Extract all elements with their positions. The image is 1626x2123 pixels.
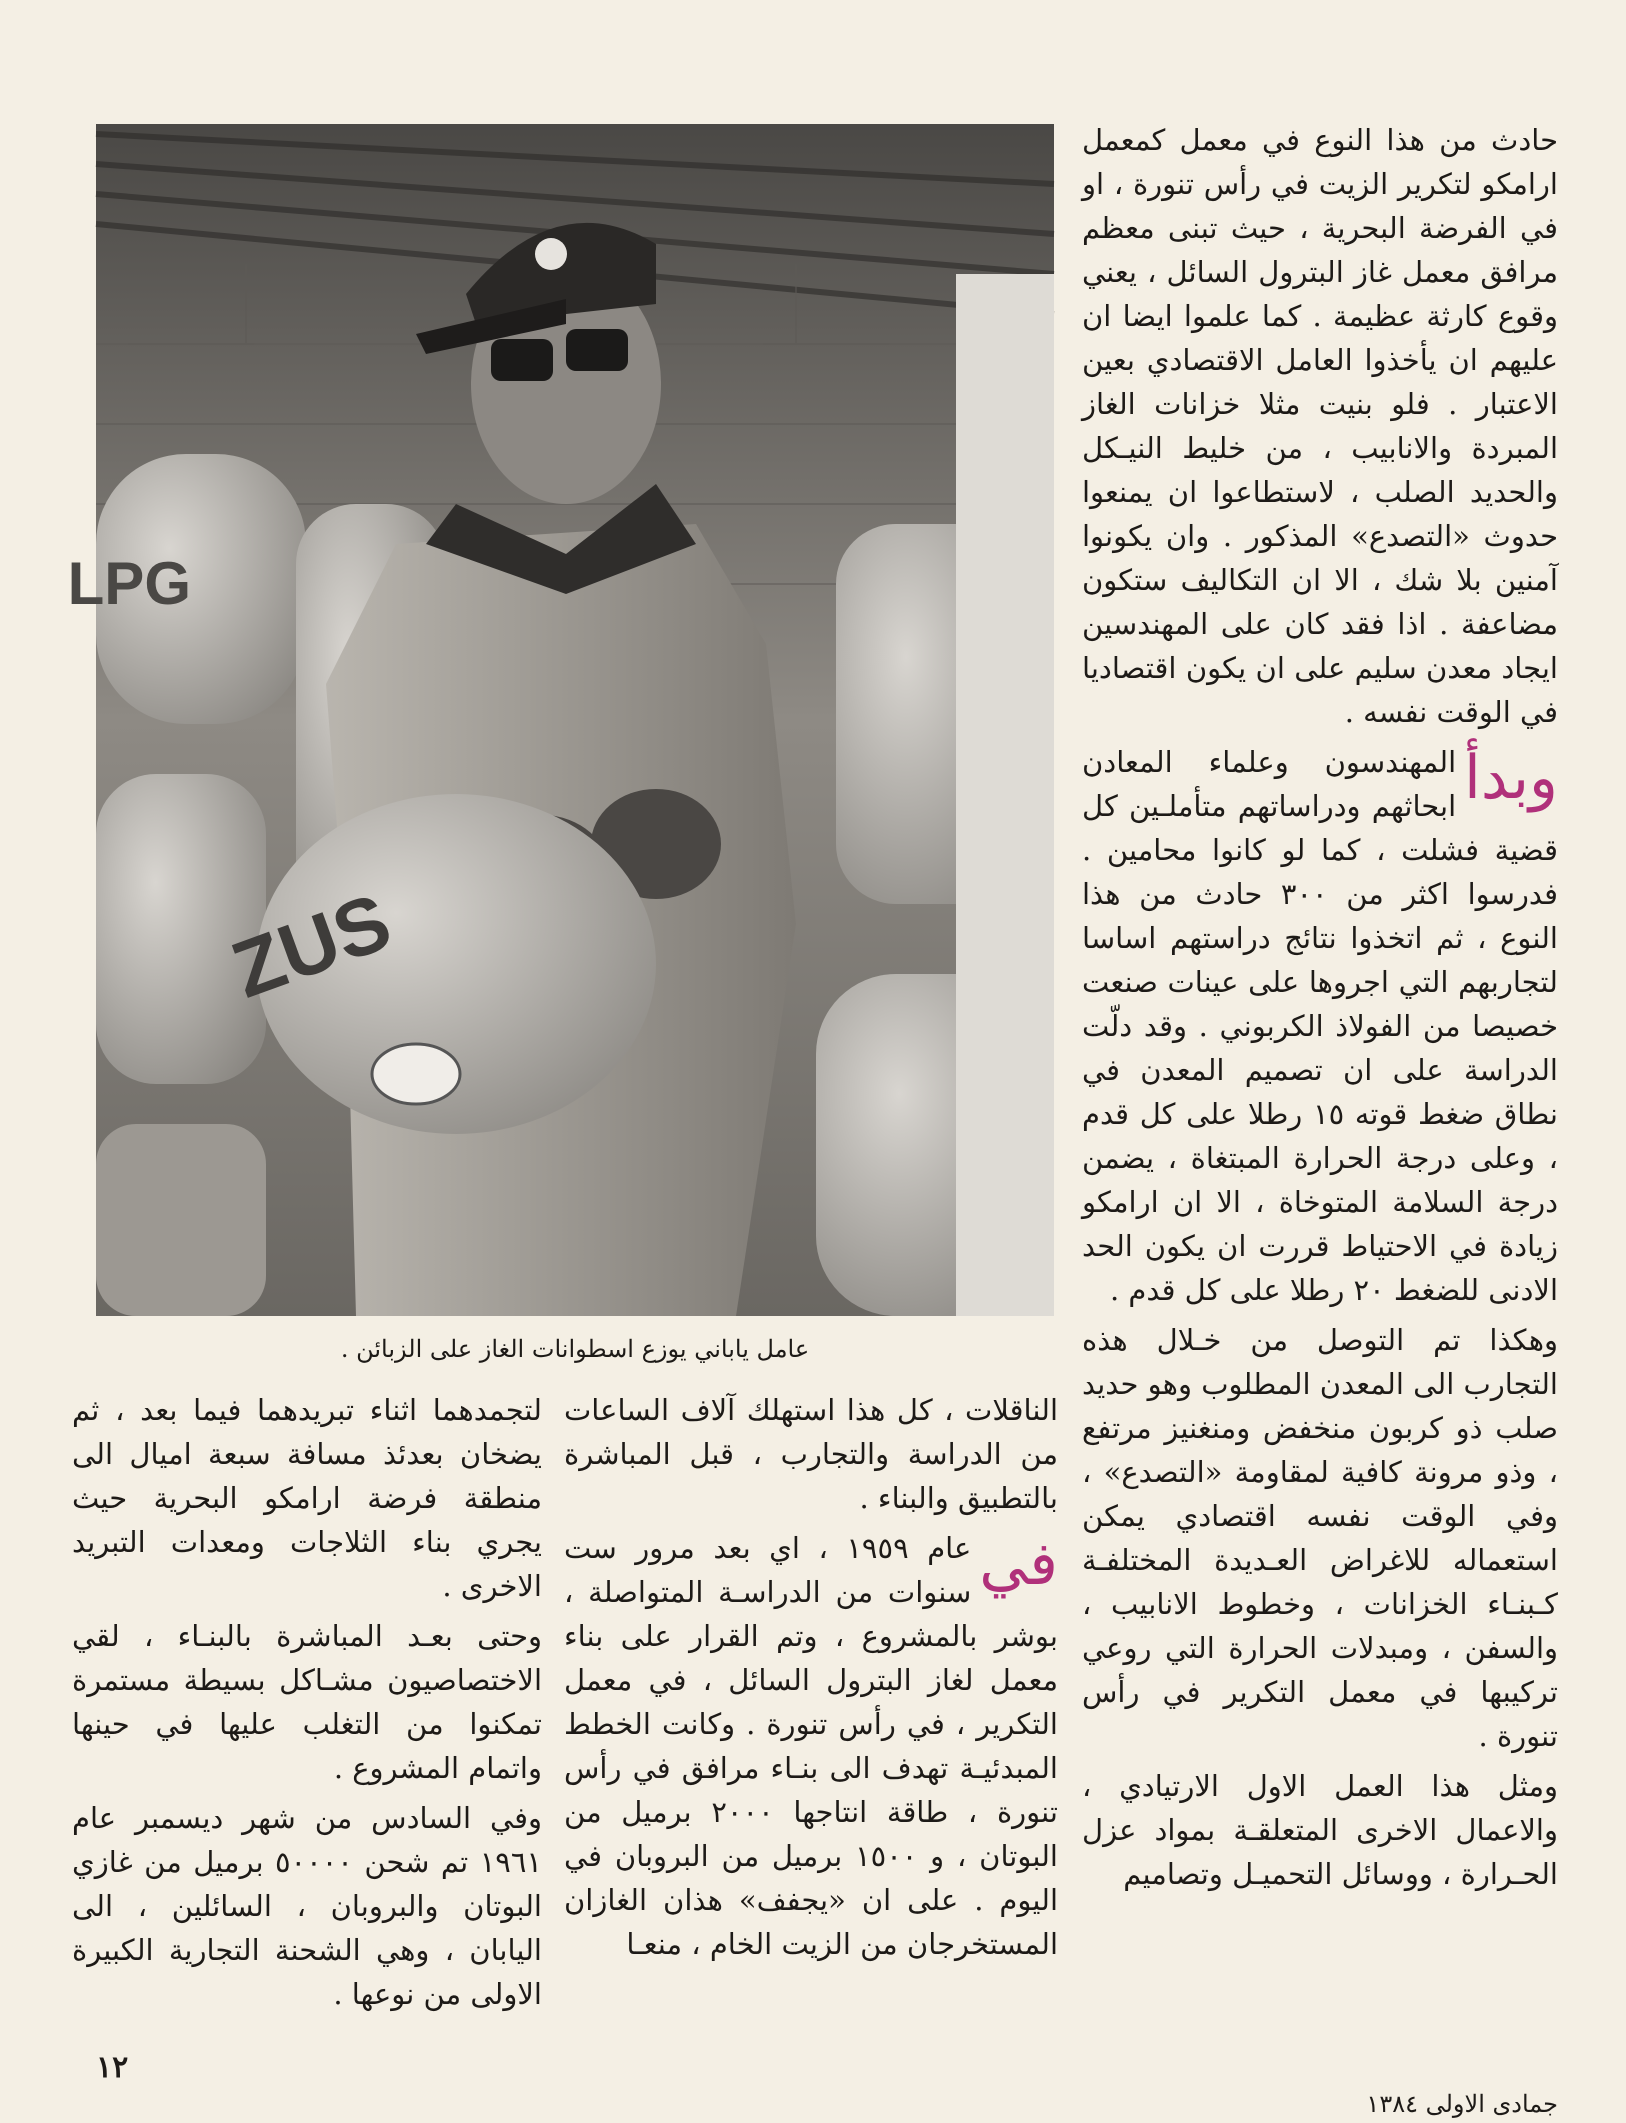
cylinder-label: ZUS [221, 876, 402, 1015]
article-column-middle [564, 1388, 1058, 1972]
page-number: ١٢ [96, 2050, 129, 2085]
article-column-left [72, 1388, 542, 2022]
article-column-right [1082, 118, 1558, 1902]
lpg-label: LPG [67, 550, 191, 617]
paragraph: وحتى بعـد المباشرة بالبنـاء ، لقي الاختصاصيون مشـاكل بسيطة مستمرة تمكنوا من التغلب عليها في حينها واتمام المشروع . [72, 1619, 542, 1785]
paragraph-text: المهندسون وعلماء المعادن ابحاثهم ودراساتهم متأملـين كل قضية فشلت ، كما لو كانوا محامين . فدرسوا اكثر من ٣٠٠ حادث من هذا النوع ، ثم اتخذوا نتائج دراستهم اساسا لتجاربهم التي اجروها على عينات صنعت خصيصا من الفولاذ الكربوني . وقد دلّت الدراسة على ان تصميم المعدن في نطاق ضغط قوته ١٥ رطلا على كل قدم ، وعلى درجة الحرارة المبتغاة ، يضمن درجة السلامة المتوخاة ، الا ان ارامكو زيادة في الاحتياط قررت ان يكون الحد الادنى للضغط ٢٠ رطلا على كل قدم . [1082, 745, 1558, 1307]
paragraph: حادث من هذا النوع في معمل كمعمل ارامكو لتكرير الزيت في رأس تنورة ، او في الفرضة البحرية ، حيث تبنى معظم مرافق معمل غاز البترول السائل ، يعني وقوع كارثة عظيمة . كما علموا ايضا ان عليهم ان يأخذوا العامل الاقتصادي بعين الاعتبار . فلو بنيت مثلا خزانات الغاز المبردة والانابيب ، من خليط النيـكل والحديد الصلب ، لاستطاعوا ان يمنعوا حدوث «التصدع» المذكور . وان يكونوا آمنين بلا شك ، الا ان التكاليف ستكون مضاعفة . اذا فقد كان على المهندسين ايجاد معدن سليم على ان يكون اقتصاديا في الوقت نفسه . [1082, 123, 1558, 729]
issue-date: جمادى الاولى ١٣٨٤ [1366, 2090, 1558, 2118]
dropcap: وبدأ [1464, 743, 1558, 813]
paragraph-text: عام ١٩٥٩ ، اي بعد مرور ست سنوات من الدراسـة المتواصلة ، بوشر بالمشروع ، وتم القرار على بناء معمل لغاز البترول السائل ، في معمل التكرير ، في رأس تنورة . وكانت الخطط المبدئيـة تهدف الى بنـاء مرافق في رأس تنورة ، طاقة انتاجها ٢٠٠٠ برميل من البوتان ، و ١٥٠٠ برميل من البروبان في اليوم . على ان «يجفف» هذان الغازان المستخرجان من الزيت الخام ، منعـا [564, 1531, 1058, 1961]
paragraph: وفي السادس من شهر ديسمبر عام ١٩٦١ تم شحن ٥٠٠٠٠ برميل من غازي البوتان والبروبان ، السائلين ، الى اليابان ، وهي الشحنة التجارية الكبيرة الاولى من نوعها . [72, 1801, 542, 2011]
dropcap: في [979, 1529, 1058, 1599]
paragraph: لتجمدهما اثناء تبريدهما فيما بعد ، ثم يضخان بعدئذ مسافة سبعة اميال الى منطقة فرضة ارامكو البحرية حيث يجري بناء الثلاجات ومعدات التبريد الاخرى . [72, 1393, 542, 1603]
paragraph: ومثل هذا العمل الاول الارتيادي ، والاعمال الاخرى المتعلقـة بمواد عزل الحـرارة ، ووسائل التحميـل وتصاميم [1082, 1769, 1558, 1891]
paragraph: الناقلات ، كل هذا استهلك آلاف الساعات من الدراسة والتجارب ، قبل المباشرة بالتطبيق والبناء . [564, 1393, 1058, 1515]
paragraph-with-dropcap [1082, 740, 1558, 1312]
paragraph-with-dropcap [564, 1526, 1058, 1966]
photo-caption: عامل ياباني يوزع اسطوانات الغاز على الزبائن . [340, 1335, 810, 1363]
worker-photo [67, 124, 1054, 1316]
paragraph: وهكذا تم التوصل من خـلال هذه التجارب الى المعدن المطلوب وهو حديد صلب ذو كربون منخفض ومنغنيز مرتفع ، وذو مرونة كافية لمقاومة «التصدع» ، وفي الوقت نفسه اقتصادي يمكن استعماله للاغراض العـديدة المختلفـة كـبنـاء الخزانات ، وخطوط الانابيب ، والسفن ، ومبدلات الحرارة التي روعي تركيبها في معمل التكرير في رأس تنورة . [1082, 1323, 1558, 1753]
